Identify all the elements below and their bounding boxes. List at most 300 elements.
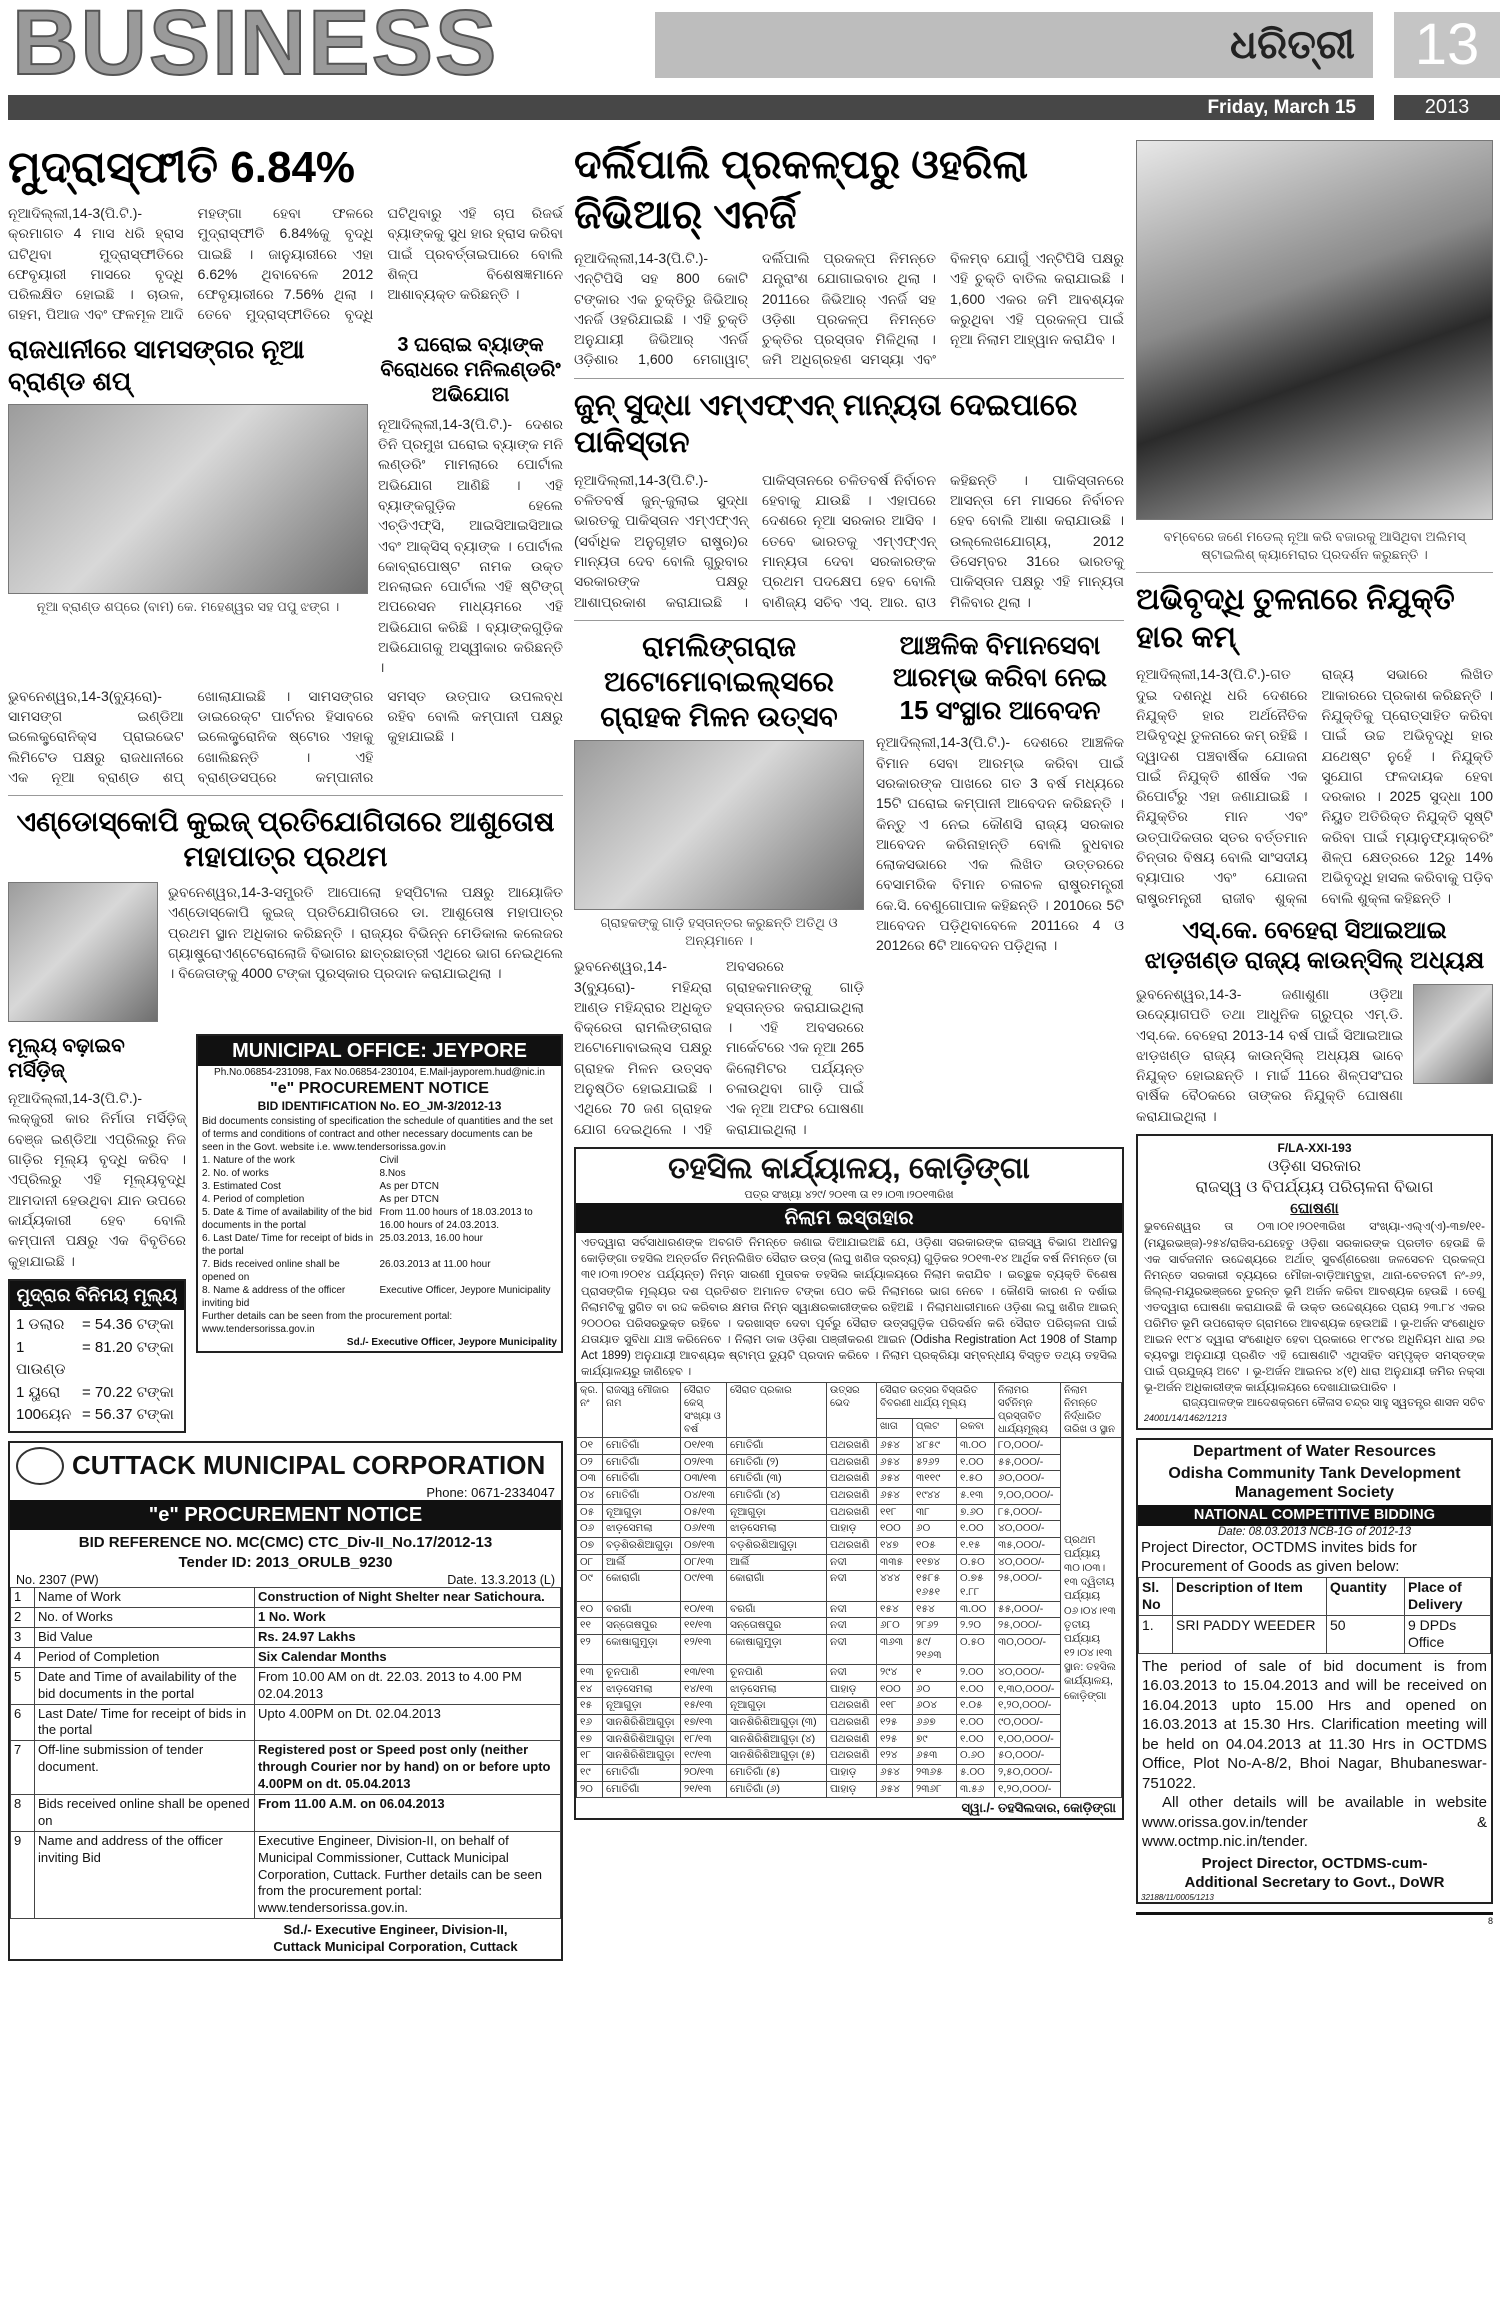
cell: ୨୩୬୮ [913, 1781, 957, 1798]
cell: ସାନଶିରିଶିଆଗୁଡ଼ା [603, 1731, 681, 1748]
exchange-row [16, 1337, 178, 1382]
jeypore-intro: Bid documents consisting of specification the schedule of quantities and the set of terms and conditions of contract and other necessary documents can be seen in the Govt. website i.e. www.tendersorissa.gov.in [202, 1115, 553, 1153]
rate: = 56.37 ଟଙ୍କା [82, 1406, 174, 1424]
newspaper-logo: ଧରିତ୍ରୀ [1230, 23, 1355, 67]
right-column [1136, 140, 1493, 1934]
cell: ୦.୫୦ [957, 1634, 995, 1664]
tehsil-letter-no: ପତ୍ର ସଂଖ୍ୟା ୪୨୯/ ୨୦୧୩ ତା ୧୨।୦୩।୨୦୧୩ରିଖ [744, 1188, 954, 1201]
cell: ୧.୧୫ [957, 1537, 995, 1554]
cuttack-sign-line2: Cuttack Municipal Corporation, Cuttack [273, 1939, 518, 1955]
land-gov: ଓଡ଼ିଶା ସରକାର [1267, 1157, 1362, 1175]
item-no: 3 [11, 1627, 35, 1647]
item-value: Rs. 24.97 Lakhs [255, 1627, 561, 1647]
currency: 1 ଡଲାର [16, 1316, 65, 1334]
cell: ୦୬/୧୩ [681, 1521, 727, 1538]
cell: ବଡ଼ଶିରଶିଆଗୁଡ଼ା [603, 1537, 681, 1554]
cell: ମୋତିଗାଁ (୬) [727, 1781, 827, 1798]
cell: ୯୦,୦୦୦/- [995, 1715, 1061, 1732]
water-website: All other details will be available in website www.orissa.gov.in/tender & www.octmp.nic.in/tender. [1142, 1794, 1487, 1851]
table-row [1139, 1615, 1491, 1653]
water-society: Odisha Community Tank Development Management Society [1168, 1464, 1461, 1501]
jeypore-contact: Ph.No.06854-231098, Fax No.06854-230104, E.Mail-jayporem.hud@nic.in [214, 1067, 545, 1079]
cell: ନୂଆଗୁଡ଼ା [727, 1504, 827, 1521]
column-header: Sl. No [1139, 1577, 1173, 1615]
cell: ସାନଶିରିଶିଆଗୁଡ଼ା (୪) [727, 1731, 827, 1748]
item-label: Last Date/ Time for receipt of bids in the portal [35, 1704, 255, 1741]
cell: ୩୬୩ [877, 1634, 913, 1664]
cell: ୧,୩୦,୦୦୦/- [995, 1681, 1061, 1698]
water-sign-line1: Project Director, OCTDMS-cum- [1201, 1854, 1428, 1872]
item-value: From 10.00 AM on dt. 22.03. 2013 to 4.00 PM 02.04.2013 [255, 1667, 561, 1704]
table-row [11, 1704, 561, 1741]
table-row [577, 1438, 1122, 1455]
samsung-headline: ରାଜଧାନୀରେ ସାମସଙ୍ଗର ନୂଆ ବ୍ରାଣ୍ଡ ଶପ୍ [8, 333, 305, 397]
cell: ୫୫,୦୦୦/- [995, 1454, 1061, 1471]
cell: ୩.୦୦ [957, 1601, 995, 1618]
cell: ୪୪୪ [877, 1571, 913, 1601]
cell: ୩.୫୬ [957, 1781, 995, 1798]
cell: ୦୪/୧୩ [681, 1488, 727, 1505]
cell: ୧୩/୧୩ [681, 1665, 727, 1682]
behera-story [1136, 984, 1493, 1126]
cell: ବରଗାଁ [603, 1601, 681, 1618]
land-body: ଭୁବନେଶ୍ୱର ତା ୦୩।୦୧।୨୦୧୩ରିଖ ସଂଖ୍ୟା-ଏଲ୍‌ଏ(ଏ)-୩୭/୧୧-(ମୟୂରଭଞ୍ଜ)-୨୫୪/ରାଜିସ-ଯେହେତୁ ଓଡ଼ିଶା ସରକାରଙ୍କ ପ୍ରତୀତ ହେଉଛି କି ଏକ ସାର୍ବଜନୀନ ଉଦ୍ଦେଶ୍ୟରେ ଅର୍ଥାତ୍ ସୁବର୍ଣ୍ଣରେଖା ଜଳସେଚନ ପ୍ରକଳ୍ପ ନିମନ୍ତେ ସରକାରୀ ବ୍ୟୟରେ ମୌଜା-ବାଡ଼ିଆମ୍ବୁହା, ଥାନା-ବେତନଟୀ ନଂ-୬୨, ଜିଲ୍ଲା-ମୟୂରଭଞ୍ଜରେ ତୁରନ୍ତ ଭୂମି ଅର୍ଜନ କରିବା ଆବଶ୍ୟକ ହେଉଛି । ତେଣୁ ଏତଦ୍ୱାରା ଘୋଷଣା କରାଯାଉଛି କି ଉକ୍ତ ଉଦ୍ଦେଶ୍ୟରେ ପ୍ରାୟ ୨୩.୮୪ ଏକର ପରିମିତ ଭୂମି ଉପରୋକ୍ତ ଗ୍ରାମରେ ଆବଶ୍ୟକ ହେଉଅଛି । ଭୂ-ଅର୍ଜନ ସଂଶୋଧିତ ଆଇନ ୧୯୮୪ ଦ୍ୱାରା ସଂଶୋଧିତ ହେବା ପ୍ରକାରେ ୧୮୯୪ର ଅଧିନିୟମ ଧାରା ୬ର ବ୍ୟବସ୍ଥା ଅନୁଯାୟୀ ପ୍ରଣିତ ଏହି ଘୋଷଣାଟି ଏଥିସହିତ ସମ୍ପୃକ୍ତ ସମସ୍ତଙ୍କ ପାଇଁ ପ୍ରଯୁଜ୍ୟ ଅଟେ । ଭୂ-ଅର୍ଜନ ଆଇନର ୪(୧) ଧାରା ଅନୁଯାୟୀ ଜମିର ନକ୍ସା ଭୂ-ଅର୍ଜନ ଅଧିକାରୀଙ୍କ କାର୍ଯ୍ୟାଳୟରେ ଦେଖାଯାଇପାରିବ । [1144, 1221, 1485, 1395]
water-resources-notice [1136, 1438, 1493, 1903]
cell: ଆର୍ଲି [603, 1554, 681, 1571]
cell: ୨୦ [577, 1781, 603, 1798]
cell: ୨୦/୧୩ [681, 1764, 727, 1781]
table-row [11, 1647, 561, 1667]
column-header: ସୈରାତ କେସ୍ ସଂଖ୍ୟା ଓ ବର୍ଷ [681, 1383, 727, 1438]
currency: 100ୟେନ [16, 1406, 72, 1424]
cmc-emblem-icon [16, 1447, 64, 1485]
land-dept: ରାଜସ୍ୱ ଓ ବିପର୍ଯ୍ୟୟ ପରିଚାଳନା ବିଭାଗ [1195, 1178, 1434, 1196]
table-row [577, 1618, 1122, 1635]
table-row [11, 1667, 561, 1704]
item-label: 6. Last Date/ Time for receipt of bids in the portal [202, 1232, 374, 1257]
cell: ନଦୀ [827, 1571, 877, 1601]
land-acquisition-notice [1136, 1134, 1493, 1430]
endoscopy-story [8, 882, 563, 1026]
cell: ୦୧ [577, 1438, 603, 1455]
item-label: Bid Value [35, 1627, 255, 1647]
item-value: From 11.00 A.M. on 06.04.2013 [255, 1794, 561, 1831]
cell: ମୋତିଗାଁ (୩) [727, 1471, 827, 1488]
cuttack-notice [8, 1441, 563, 1961]
jobs-body: ନୂଆଦିଲ୍ଲୀ,14-3(ପି.ଟି.)-ଗତ ଦୁଇ ଦଶନ୍ଧି ଧରି ଦେଶରେ ନିଯୁକ୍ତି ହାର ଅର୍ଥନୈତିକ ଅଭିବୃଦ୍ଧି ତୁଳନାରେ କମ୍ ରହିଛି । ଦ୍ୱାଦଶ ପଞ୍ଚବାର୍ଷିକ ଯୋଜନା ପାଇଁ ନିଯୁକ୍ତି ଶୀର୍ଷକ ଏକ ରିପୋର୍ଟରୁ ଏହା ଜଣାଯାଇଛି । ନିଯୁକ୍ତିର ମାନ ଏବଂ ଉତ୍ପାଦିକତାର ସ୍ତର ବର୍ତ୍ତମାନ ଚିନ୍ତାର ବିଷୟ ବୋଲି ସାଂସଦୀୟ ବ୍ୟାପାର ଏବଂ ଯୋଜନା ରାଷ୍ଟ୍ରମନ୍ତ୍ରୀ ରାଜୀବ ଶୁକ୍ଳା ରାଜ୍ୟ ସଭାରେ ଲିଖିତ ଆକାରରେ ପ୍ରକାଶ କରିଛନ୍ତି । ନିଯୁକ୍ତିକୁ ପ୍ରୋତ୍ସାହିତ କରିବା ପାଇଁ ଉଚ୍ଚ ଅଭିବୃଦ୍ଧି ହାର ଯଥେଷ୍ଟ ନୁହେଁ । ନିଯୁକ୍ତି ସୁଯୋଗ ଫଳଦାୟକ ହେବା ଦରକାର । 2025 ସୁଦ୍ଧା 100 ନିୟୁତ ଅତିରିକ୍ତ ନିଯୁକ୍ତି ସୃଷ୍ଟି କରିବା ପାଇଁ ମ୍ୟାନୁଫ୍ୟାକ୍ଚରିଂ ଶିଳ୍ପ କ୍ଷେତ୍ରରେ 12ରୁ 14% ଅଭିବୃଦ୍ଧି ହାସଲ କରିବାକୁ ପଡ଼ିବ ବୋଲି ଶୁକ୍ଳା କହିଛନ୍ତି । [1136, 666, 1493, 906]
cell: ପଥରଖଣି [827, 1537, 877, 1554]
cell: ୧୦୦ [877, 1521, 913, 1538]
column-header: କ୍ର.ନଂ [577, 1383, 603, 1438]
endoscopy-headline: ଏଣ୍ଡୋସ୍କୋପି କୁଇଜ୍ ପ୍ରତିଯୋଗିତାରେ ଆଶୁତୋଷ ମହାପାତ୍ର ପ୍ରଥମ [16, 806, 555, 873]
cell: ପଥରଖଣି [827, 1748, 877, 1765]
cell: ୨୯୪ [877, 1665, 913, 1682]
footer-mark: 8 [1136, 1912, 1493, 1926]
cell: ୩୮ [913, 1504, 957, 1521]
cell: ୧୮/୧୩ [681, 1731, 727, 1748]
cell: ୧.୦୦ [957, 1521, 995, 1538]
exchange-row [16, 1404, 178, 1427]
item-label: 1. Nature of the work [202, 1154, 295, 1166]
table-header-row [1139, 1577, 1491, 1615]
cell: ୦୩ [577, 1471, 603, 1488]
item-value: Executive Engineer, Division-II, on behalf of Municipal Commissioner, Cuttack Municipal Corporation, Cuttack. Further details can be seen from the procurement portal: www.tendersorissa.gov.in. [255, 1831, 561, 1918]
cell: ସାନଶିରିଶିଆଗୁଡ଼ା (୫) [727, 1748, 827, 1765]
section-title: BUSINESS [12, 0, 499, 94]
cell: ୧୨୪ [877, 1748, 913, 1765]
column-header: Place of Delivery [1405, 1577, 1491, 1615]
cell: ୧୦୦ [877, 1681, 913, 1698]
cell: ନୂଆଗୁଡ଼ା [727, 1698, 827, 1715]
cell: ୧୫ [577, 1698, 603, 1715]
cell: ଚୂନପାଣି [727, 1665, 827, 1682]
cell: ୦୫/୧୩ [681, 1504, 727, 1521]
column-header: Quantity [1327, 1577, 1405, 1615]
table-header-row [577, 1383, 1122, 1418]
cell: ୫.୧୩ [957, 1488, 995, 1505]
bank-body: ନୂଆଦିଲ୍ଲୀ,14-3(ପି.ଟି.)- ଦେଶର ତିନି ପ୍ରମୁଖ ଘରୋଇ ବ୍ୟାଙ୍କ ମନି ଲଣ୍ଡରିଂ ମାମଲାରେ ପୋର୍ଟାଲ ଅଭିଯୋଗ ଆଣିଛି । ଏହି ବ୍ୟାଙ୍କଗୁଡ଼ିକ ହେଲେ ଏଚ୍‌ଡିଏଫ୍‌ସି, ଆଇସିଆଇସିଆଇ ଏବଂ ଆକ୍ସିସ୍ ବ୍ୟାଙ୍କ । ପୋର୍ଟାଲ କୋବ୍ରାପୋଷ୍ଟ ନାମକ ଉକ୍ତ ଅନଲାଇନ ପୋର୍ଟାଲ ଏହି ଷ୍ଟିଙ୍ଗ୍ ଅପରେସନ ମାଧ୍ୟମରେ ଏହି ଅଭିଯୋଗ କରିଛି । ବ୍ୟାଙ୍କଗୁଡ଼ିକ ଅଭିଯୋଗକୁ ଅସ୍ୱୀକାର କରିଛନ୍ତି । [378, 415, 563, 676]
water-period: The period of sale of bid document is from 16.03.2013 to 15.04.2013 and will be received on 16.04.2013 upto 15.00 Hrs and opened on 16.03.2013 at 15.30 Hrs. Clarification meeting will be held on 04.04.2013 at 11.30 Hrs in OCTDMS Office, Plot No-A-8/2, Bhoi Nagar, Bhubaneswar-751022. [1142, 1657, 1487, 1792]
table-row [577, 1764, 1122, 1781]
left-column [8, 140, 563, 1969]
tehsil-banner: ନିଲାମ ଇସ୍ତାହାର [576, 1203, 1122, 1233]
cell: ୩୩୫ [877, 1554, 913, 1571]
cell: ନଦୀ [827, 1665, 877, 1682]
table-row [577, 1521, 1122, 1538]
jeypore-item [202, 1180, 557, 1193]
cell: ୧୯୪୪ [913, 1488, 957, 1505]
cell: ପଥରଖଣି [827, 1504, 877, 1521]
table-row [577, 1681, 1122, 1698]
cell: ୧୨୫ [877, 1731, 913, 1748]
rate: = 70.22 ଟଙ୍କା [82, 1383, 174, 1401]
cell: ୦୯ [577, 1571, 603, 1601]
cell: ୦୨ [577, 1454, 603, 1471]
table-row [11, 1588, 561, 1608]
cell: ୪୦,୦୦୦/- [995, 1665, 1061, 1682]
jeypore-item [202, 1206, 557, 1232]
cell: ମୋତିଗାଁ (୫) [727, 1764, 827, 1781]
table-row [577, 1748, 1122, 1765]
item-label: Bids received online shall be opened on [35, 1794, 255, 1831]
pakistan-headline: ଜୁନ୍ ସୁଦ୍ଧା ଏମ୍‌ଏଫ୍‌ଏନ୍ ମାନ୍ୟତା ଦେଇପାରେ ପାକିସ୍ତାନ [574, 388, 1078, 460]
jeypore-item [202, 1232, 557, 1258]
cell: ୦୮ [577, 1554, 603, 1571]
item-label: No. of Works [35, 1608, 255, 1628]
item-value: Executive Officer, Jeypore Municipality [379, 1284, 551, 1296]
table-row [11, 1741, 561, 1795]
cell: 1. [1139, 1615, 1173, 1653]
column-header: ଉତ୍ସର ଭେଦ [827, 1383, 877, 1438]
bank-headline: 3 ଘରୋଇ ବ୍ୟାଙ୍କ ବିରୋଧରେ ମନିଲଣ୍ଡରିଂ ଅଭିଯୋଗ [380, 333, 561, 406]
behera-headline: ଏସ୍.କେ. ବେହେରା ସିଆଇଆଇ ଝାଡ଼ଖଣ୍ଡ ରାଜ୍ୟ କାଉନ୍‌ସିଲ୍ ଅଧ୍ୟକ୍ଷ [1144, 916, 1485, 974]
table-row [577, 1488, 1122, 1505]
cell: ପଥରଖଣି [827, 1715, 877, 1732]
cell: ୫୦,୦୦୦/- [995, 1748, 1061, 1765]
cell: କୋରାଗାଁ [603, 1571, 681, 1601]
item-label: Period of Completion [35, 1647, 255, 1667]
column-subheader: ପ୍ଲଟ [913, 1418, 957, 1438]
cell: କୋଷାଗୁମୁଡ଼ା [603, 1634, 681, 1664]
item-label: 8. Name & address of the officer inviting bid [202, 1284, 346, 1309]
ramalinga-headline: ରାମଲିଙ୍ଗରାଜ ଅଟୋମୋବାଇଲ୍ସରେ ଗ୍ରାହକ ମିଳନ ଉତ୍ସବ [600, 630, 838, 732]
behera-photo [1413, 984, 1493, 1084]
airline-body: ନୂଆଦିଲ୍ଲୀ,14-3(ପି.ଟି.)- ଦେଶରେ ଆଞ୍ଚଳିକ ବିମାନ ସେବା ଆରମ୍ଭ କରିବା ପାଇଁ ସରକାରଙ୍କ ପାଖରେ ଗତ 3 ବର୍ଷ ମଧ୍ୟରେ 15ଟି ଘରୋଇ କମ୍ପାନୀ ଆବେଦନ କରିଛନ୍ତି । କିନ୍ତୁ ଏ ନେଇ କୌଣସି ରାଜ୍ୟ ସରକାର ଆବେଦନ କରିନାହାନ୍ତି ବୋଲି ବୁଧବାର ଲୋକସଭାରେ ଏକ ଲିଖିତ ଉତ୍ତରରେ ବେସାମରିକ ବିମାନ ଚଳାଚଳ ରାଷ୍ଟ୍ରମନ୍ତ୍ରୀ କେ.ସି. ବେଣୁଗୋପାଳ କହିଛନ୍ତି । 2010ରେ 5ଟି ଆବେଦନ ପଡ଼ିଥିବାବେଳେ 2011ରେ 4 ଓ 2012ରେ 6ଟି ଆବେଦନ ପଡ଼ିଥିଲା । [876, 734, 1124, 954]
jeypore-item [202, 1258, 557, 1284]
cell: ୬୫୪ [877, 1781, 913, 1798]
cell: ୧୨୫ [877, 1715, 913, 1732]
cell: ୧୩ [577, 1665, 603, 1682]
samsung-store-photo [8, 404, 368, 594]
inflation-body: ନୂଆଦିଲ୍ଲୀ,14-3(ପି.ଟି.)- କ୍ରମାଗତ 4 ମାସ ଧରି ହ୍ରାସ ଘଟିଥିବା ମୁଦ୍ରାସ୍ଫୀତିରେ ଫେବୃୟାରୀ ମାସରେ ବୃଦ୍ଧି ପରିଲକ୍ଷିତ ହୋଇଛି । ଚାଉଳ, ଗହମ, ପିଆଜ ଏବଂ ଫଳମୂଳ ଆଦି ମହଙ୍ଗା ହେବା ଫଳରେ ମୁଦ୍ରାସ୍ଫୀତି 6.84%କୁ ବୃଦ୍ଧି ପାଇଛି । ଜାନୁୟାରୀରେ ଏହା 6.62% ଥିବାବେଳେ 2012 ଫେବୃୟାରୀରେ 7.56% ଥିଲା । ତେବେ ମୁଦ୍ରାସ୍ଫୀତିରେ ବୃଦ୍ଧି ଘଟିଥିବାରୁ ଏହି ଚାପ ରିଜର୍ଭ ବ୍ୟାଙ୍କକୁ ସୁଧ ହାର ହ୍ରାସ କରିବା ପାଇଁ ପ୍ରବର୍ତ୍ତାଇପାରେ ବୋଲି ଶିଳ୍ପ ବିଶେଷଜ୍ଞମାନେ ଆଶାବ୍ୟକ୍ତ କରିଛନ୍ତି । [8, 205, 563, 323]
table-row [577, 1731, 1122, 1748]
cell: ସାନଶିରିଶିଆଗୁଡ଼ା (୩) [727, 1715, 827, 1732]
cell: ୪୮୫୯ [913, 1438, 957, 1455]
cell: ଚୂନପାଣି [603, 1665, 681, 1682]
cell: ୨.୦୦ [957, 1665, 995, 1682]
cell: ପଥରଖଣି [827, 1698, 877, 1715]
cell: ୬୬୭ [913, 1715, 957, 1732]
land-code: 24001/14/1462/1213 [1144, 1412, 1227, 1423]
cell: ସନ୍ତୋଷପୁର [727, 1618, 827, 1635]
cell: ନୂଆଗୁଡ଼ା [603, 1504, 681, 1521]
cell: ୧.୦୦ [957, 1715, 995, 1732]
issue-year: 2013 [1394, 95, 1500, 120]
item-label: 4. Period of completion [202, 1193, 305, 1205]
cell: ମୋତିଗାଁ [603, 1764, 681, 1781]
cell: ୨୫,୦୦୦/- [995, 1571, 1061, 1601]
cell: ୧.୦୦ [957, 1454, 995, 1471]
water-code: 32188/11/0005/1213 [1141, 1892, 1214, 1902]
cell: ୪୦,୦୦୦/- [995, 1554, 1061, 1571]
cell: ୨୧/୧୩ [681, 1781, 727, 1798]
table-row [577, 1781, 1122, 1798]
cell: ୧,୨୦,୦୦୦/- [995, 1698, 1061, 1715]
cell: ଆର୍ଲି [727, 1554, 827, 1571]
cell: ନଦୀ [827, 1634, 877, 1664]
cell: ୦୮/୧୩ [681, 1554, 727, 1571]
cell: ୬୫୪ [877, 1454, 913, 1471]
item-no: 8 [11, 1794, 35, 1831]
cell: ୬୦ [913, 1521, 957, 1538]
cell: ୮୫,୦୦୦/- [995, 1504, 1061, 1521]
cell: ପାହାଡ଼ [827, 1764, 877, 1781]
item-value: Upto 4.00PM on Dt. 02.04.2013 [255, 1704, 561, 1741]
cuttack-phone: Phone: 0671-2334047 [426, 1484, 555, 1500]
cell: ପଥରଖଣି [827, 1488, 877, 1505]
table-row [577, 1571, 1122, 1601]
column-header: ସୈରାତ ଉତ୍ସର ବିସ୍ତାରିତ ବିବରଣୀ ଧାର୍ଯ୍ୟ ମୂଲ୍ୟ [877, 1383, 995, 1418]
jeypore-item [202, 1167, 557, 1180]
table-row [11, 1627, 561, 1647]
water-banner: NATIONAL COMPETITIVE BIDDING [1138, 1505, 1491, 1526]
hero-caption: ବମ୍ବେରେ ଜଣେ ମଡେଲ୍ ନୂଆ କରି ବଜାରକୁ ଆସିଥିବା ଅଲିମସ୍ ଷ୍ଟାଇଲିଶ୍ କ୍ୟାମେରାର ପ୍ରଦର୍ଶନ କରୁଛନ୍ତି । [1163, 529, 1466, 563]
item-value: As per DTCN [379, 1180, 439, 1192]
cell: ୧୧ [577, 1618, 603, 1635]
cell: ନଦୀ [827, 1618, 877, 1635]
item-value: Civil [379, 1154, 399, 1166]
cell: ପଥରଖଣି [827, 1438, 877, 1455]
cell: ୧୪/୧୩ [681, 1681, 727, 1698]
cell: ୨,୦୦,୦୦୦/- [995, 1488, 1061, 1505]
inflation-headline: ମୁଦ୍ରାସ୍ଫୀତି 6.84% [8, 143, 356, 192]
cell: ୦୭ [577, 1537, 603, 1554]
currency: 1 ପାଉଣ୍ଡ [16, 1338, 66, 1379]
item-value: Six Calendar Months [255, 1647, 561, 1667]
cell: କୋଷାଗୁମୁଡ଼ା [727, 1634, 827, 1664]
column-header: Description of Item [1173, 1577, 1327, 1615]
cuttack-sign-line1: Sd./- Executive Engineer, Division-II, [283, 1922, 508, 1938]
item-label: Date and Time of availability of the bid documents in the portal [35, 1667, 255, 1704]
mercedes-headline: ମୂଲ୍ୟ ବଢ଼ାଇବ ମର୍ସିଡ଼ିଜ୍ [8, 1035, 125, 1083]
cell: ୨.୨୦ [957, 1618, 995, 1635]
cell: ୦୫ [577, 1504, 603, 1521]
cell: ଝାଡ଼ସେମଲା [603, 1521, 681, 1538]
cell: ୧୧୭୪ [913, 1554, 957, 1571]
cell: ୭.୬୦ [957, 1504, 995, 1521]
cell: SRI PADDY WEEDER [1173, 1615, 1327, 1653]
tehsil-title: ତହସିଲ କାର୍ଯ୍ୟାଳୟ, କୋଡ଼ିଙ୍ଗା [668, 1151, 1030, 1185]
cell: ଝାଡ଼ସେମଲା [727, 1521, 827, 1538]
column-header: ରାଜସ୍ୱ ମୌଜାର ନାମ [603, 1383, 681, 1438]
item-label: 2. No. of works [202, 1167, 269, 1179]
cell: ୧୫୪ [877, 1601, 913, 1618]
issue-date: Friday, March 15 [8, 95, 1374, 120]
cell: ୧.୦୦ [957, 1681, 995, 1698]
jeypore-sign: Sd./- Executive Officer, Jeypore Municipality [346, 1336, 557, 1348]
item-value: Registered post or Speed post only (neither through Courier nor by hand) on or before upto 4.00PM on dt. 05.04.2013 [255, 1741, 561, 1795]
cell: ୧୯ [577, 1764, 603, 1781]
cell: ୬୫୪ [877, 1471, 913, 1488]
cell: ୧,୨୦,୦୦୦/- [995, 1781, 1061, 1798]
cell: ୬୦୪ [913, 1698, 957, 1715]
cell: ୬୦,୦୦୦/- [995, 1471, 1061, 1488]
table-row [11, 1794, 561, 1831]
exchange-row [16, 1382, 178, 1405]
cell: ପାହାଡ଼ [827, 1681, 877, 1698]
cell: ୦୧/୧୩ [681, 1438, 727, 1455]
cell: ୪୦,୦୦୦/- [995, 1521, 1061, 1538]
samsung-body: ଭୁବନେଶ୍ୱର,14-3(ବ୍ୟୁରୋ)- ସାମସଙ୍ଗ ଇଣ୍ଡିଆ ଇଲେକ୍ଟ୍ରୋନିକ୍ସ ପ୍ରାଇଭେଟ ଲିମିଟେଡ ପକ୍ଷରୁ ରାଜଧାନୀରେ ଏକ ନୂଆ ବ୍ରାଣ୍ଡ ଶପ୍ ଖୋଲାଯାଇଛି । ସାମସଙ୍ଗର ଡାଇରେକ୍ଟ ପାର୍ଟନର ହିସାବରେ ଇଲେକ୍ଟ୍ରୋନିକ ଷ୍ଟୋର ଏହାକୁ ଖୋଲିଛନ୍ତି । ଏହି ବ୍ରାଣ୍ଡସପ୍‌ରେ କମ୍ପାନୀର ସମସ୍ତ ଉତ୍ପାଦ ଉପଲବ୍ଧ ରହିବ ବୋଲି କମ୍ପାନୀ ପକ୍ଷରୁ କୁହାଯାଇଛି । [8, 687, 563, 785]
cell: ୧୭/୧୩ [681, 1715, 727, 1732]
cell: ମୋତିଗାଁ (୪) [727, 1488, 827, 1505]
cell: ମୋତିଗାଁ [603, 1488, 681, 1505]
cell: ଝାଡ଼ସେମଲା [603, 1681, 681, 1698]
item-value: As per DTCN [379, 1193, 439, 1205]
cell: ୨,୫୦,୦୦୦/- [995, 1764, 1061, 1781]
cell: ୦୯/୧୩ [681, 1571, 727, 1601]
jeypore-item [202, 1193, 557, 1206]
endoscopy-body: ଭୁବନେଶ୍ୱର,14-3-ସମ୍ପ୍ରତି ଆପୋଲୋ ହସ୍ପିଟାଲ ପକ୍ଷରୁ ଆୟୋଜିତ ଏଣ୍ଡୋସ୍କୋପି କୁଇଜ୍ ପ୍ରତିଯୋଗିତାରେ ଡା. ଆଶୁତୋଷ ମହାପାତ୍ର ପ୍ରଥମ ସ୍ଥାନ ଅଧିକାର କରିଛନ୍ତି । ରାଜ୍ୟର ବିଭିନ୍ନ ମେଡିକାଲ କଲେଜର ଗ୍ୟାଷ୍ଟ୍ରୋଏଣ୍ଟେରୋଲୋଜି ବିଭାଗର ଛାତ୍ରଛାତ୍ରୀ ଏଥିରେ ଭାଗ ନେଇଥିଲେ । ବିଜେତାଙ୍କୁ 4000 ଟଙ୍କା ପୁରସ୍କାର ପ୍ରଦାନ କରାଯାଇଥିଲା । [168, 884, 563, 982]
cell: ୧୮ [577, 1748, 603, 1765]
cell: ୧୭ [577, 1731, 603, 1748]
cell: ୩.୦୦ [957, 1438, 995, 1455]
cell: ୧୪ [577, 1681, 603, 1698]
gvr-body: ନୂଆଦିଲ୍ଲୀ,14-3(ପି.ଟି.)- ଏନ୍‌ଟିପିସି ସହ 800 କୋଟି ଟଙ୍କାର ଏକ ଚୁକ୍ତିରୁ ଜିଭିଆର୍ ଏନର୍ଜି ଓହରିଯାଇଛି । ଏହି ଚୁକ୍ତି ଅନୁଯାୟୀ ଜିଭିଆର୍ ଏନର୍ଜି ଓଡ଼ିଶାର 1,600 ମେଗାୱାଟ୍ ଦର୍ଲିପାଲି ପ୍ରକଳ୍ପ ନିମନ୍ତେ ଯନ୍ତ୍ରାଂଶ ଯୋଗାଇବାର ଥିଲା । 2011ରେ ଜିଭିଆର୍ ଏନର୍ଜି ସହ ଓଡ଼ିଶା ପ୍ରକଳ୍ପ ନିମନ୍ତେ ଚୁକ୍ତିର ପ୍ରସ୍ତାବ ମିଳିଥିଲା । ଜମି ଅଧିଗ୍ରହଣ ସମସ୍ୟା ଏବଂ ବିଳମ୍ବ ଯୋଗୁଁ ଏନ୍‌ଟିପିସି ପକ୍ଷରୁ ଏହି ଚୁକ୍ତି ବାତିଲ କରାଯାଇଛି । 1,600 ଏକର ଜମି ଆବଶ୍ୟକ କରୁଥିବା ଏହି ପ୍ରକଳ୍ପ ପାଇଁ ନୂଆ ନିଲାମ ଆହ୍ୱାନ କରାଯିବ । [574, 250, 1124, 368]
cell: ୦.୬୦ [957, 1748, 995, 1765]
cell: ୦.୭୫ ୧.୮୮ [957, 1571, 995, 1601]
airline-headline: ଆଞ୍ଚଳିକ ବିମାନସେବା ଆରମ୍ଭ କରିବା ନେଇ 15 ସଂସ୍ଥାର ଆବେଦନ [892, 629, 1108, 725]
cell: ୧୦ [577, 1601, 603, 1618]
item-value: 8.Nos [379, 1167, 406, 1179]
table-row [577, 1634, 1122, 1664]
jeypore-notice [196, 1034, 563, 1353]
cell: ନୂଆଗୁଡ଼ା [603, 1698, 681, 1715]
model-camera-photo [1136, 140, 1493, 520]
jeypore-item [202, 1284, 557, 1310]
cell: ୮୦,୦୦୦/- [995, 1438, 1061, 1455]
cell: ୫୯/ ୨୧୬୩ [913, 1634, 957, 1664]
cell: ୧.୦୫ [957, 1698, 995, 1715]
item-value: 1 No. Work [255, 1608, 561, 1628]
cell: ୧୧୮ [877, 1698, 913, 1715]
car-delivery-photo [574, 740, 864, 910]
item-value: Construction of Night Shelter near Satichoura. [255, 1588, 561, 1608]
jeypore-footer: Further details can be seen from the procurement portal: www.tendersorissa.gov.in [202, 1310, 453, 1335]
gvr-headline: ଦର୍ଲିପାଲି ପ୍ରକଳ୍ପରୁ ଓହରିଲା ଜିଭିଆର୍ ଏନର୍ଜି [574, 143, 1029, 237]
cell: ୧.୫୦ [957, 1471, 995, 1488]
tehsil-sign: ସ୍ୱା./- ତହସିଲଦାର, କୋଡ଼ିଙ୍ଗା [961, 1800, 1116, 1816]
cell: ୧୦/୧୩ [681, 1601, 727, 1618]
item-label: 3. Estimated Cost [202, 1180, 281, 1192]
cell: ୬୮୦ [877, 1618, 913, 1635]
exchange-rate-box [8, 1279, 186, 1433]
column-header: ନିଲାମର ସର୍ବନିମ୍ନ ପ୍ରସ୍ତାବିତ ଧାର୍ଯ୍ୟମୂଲ୍ୟ [995, 1383, 1061, 1438]
cell: ୩୦,୦୦୦/- [995, 1634, 1061, 1664]
middle-column [574, 140, 1124, 1828]
cell: ୨୮୬୨ [913, 1618, 957, 1635]
cell: ୫୫,୦୦୦/- [995, 1601, 1061, 1618]
rate: = 54.36 ଟଙ୍କା [82, 1316, 174, 1334]
cell: 9 DPDs Office [1405, 1615, 1491, 1653]
column-header: ସୈରାତ ପ୍ରକାର [727, 1383, 827, 1438]
cell: ୦୩/୧୩ [681, 1471, 727, 1488]
cell: ପଥରଖଣି [827, 1471, 877, 1488]
cell: କୋରାଗାଁ [727, 1571, 827, 1601]
jeypore-item [202, 1154, 557, 1167]
page-number: 13 [1394, 12, 1500, 78]
tehsil-intro: ଏତଦ୍ୱାରା ସର୍ବସାଧାରଣଙ୍କ ଅବଗତି ନିମନ୍ତେ ଜଣାଇ ଦିଆଯାଇଅଛି ଯେ, ଓଡ଼ିଶା ସରକାରଙ୍କ ରାଜସ୍ୱ ବିଭାଗ ଅଧୀନସ୍ଥ କୋଡ଼ିଙ୍ଗା ତହସିଲ ଅନ୍ତର୍ଗତ ନିମ୍ନଲିଖିତ ସୈରାତ ଉତ୍ସ (ଲଘୁ ଖଣିଜ ଦ୍ରବ୍ୟ) ଗୁଡ଼ିକର ୨୦୧୩-୧୪ ଆର୍ଥିକ ବର୍ଷ ନିମନ୍ତେ (ତା ୩୧।୦୩।୨୦୧୪ ପର୍ଯ୍ୟନ୍ତ) ନିମ୍ନ ସାରଣୀ ମୁତାବକ ତହସିଲ କାର୍ଯ୍ୟାଳୟରେ ନିଲାମ କରାଯିବ । ଇଚ୍ଛୁକ ବ୍ୟକ୍ତି ବିଶେଷ ପ୍ରାସଙ୍ଗିକ ମୂଲ୍ୟର ଦଶ ପ୍ରତିଶତ ଅମାନତ ଟଙ୍କା ପେଠ କରି ନିଲାମରେ ଭାଗ ନେବେ । କୌଣସି କାରଣ ନ ଦର୍ଶାଇ ନିଲାମଟିକୁ ସ୍ଥଗିତ ବା ରଦ୍ଦ କରିବାର କ୍ଷମତା ନିମ୍ନ ସ୍ୱାକ୍ଷରକାରୀଙ୍କର ରହିଅଛି । ନିଲାମଧାରୀମାନେ ଓଡ଼ିଶା ଲଘୁ ଖଣିଜ ଆଇନ୍ ୨୦୦୦ର ପରିସରଭୁକ୍ତ ରହିବେ । ଦରଖାସ୍ତ ଦେବା ପୂର୍ବରୁ ସୈରାତ ଉତ୍ସଗୁଡ଼ିକ ପରିଦର୍ଶନ କରି ସୈରାତ ପରିଚାଳନା ପାଇଁ ଯତାୟାତ ସୁବିଧା ଯାଞ୍ଚ କରିନେବେ । ନିଲାମ ଡାକ ଓଡ଼ିଶା ପଞ୍ଜୀକରଣ ଆଇନ (Odisha Registration Act 1908 of Stamp Act 1899) ଅନୁଯାୟୀ ଆବଶ୍ୟକ ଷ୍ଟାମ୍ପ ଡ୍ୟୁଟି ପ୍ରଦାନ କରିବେ । ନିଲାମ ପ୍ରକ୍ରିୟା ସମ୍ବନ୍ଧୀୟ ବିସ୍ତୃତ ତଥ୍ୟ ତହସିଲ କାର୍ଯ୍ୟାଳୟରୁ ଜାଣିହେବ । [581, 1237, 1117, 1379]
cell: ୧ [913, 1665, 957, 1682]
ramalinga-body: ଭୁବନେଶ୍ୱର,14-3(ବ୍ୟୁରୋ)- ମହିନ୍ଦ୍ରା ଆଣ୍ଡ ମହିନ୍ଦ୍ରାର ଅଧିକୃତ ବିକ୍ରେତା ରାମଲିଙ୍ଗରାଜ ଅଟୋମୋବାଇଲ୍ସ ପକ୍ଷରୁ ଗ୍ରାହକ ମିଳନ ଉତ୍ସବ ଅନୁଷ୍ଠିତ ହୋଇଯାଇଛି । ଏଥିରେ 70 ଜଣ ଗ୍ରାହକ ଯୋଗ ଦେଇଥିଲେ । ଏହି ଅବସରରେ ଗ୍ରାହକମାନଙ୍କୁ ଗାଡ଼ି ହସ୍ତାନ୍ତର କରାଯାଇଥିଲା । ଏହି ଅବସରରେ ମାର୍କେଟରେ ଏକ ନୂଆ 265 କିଲୋମିଟର ପର୍ଯ୍ୟନ୍ତ ଚଳାଉଥିବା ଗାଡ଼ି ପାଇଁ ଏକ ନୂଆ ଅଫର ଘୋଷଣା କରାଯାଇଥିଲା । [574, 958, 864, 1137]
land-ref: F/LA-XXI-193 [1277, 1141, 1352, 1156]
cell: ବରଗାଁ [727, 1601, 827, 1618]
cell: ୧୬ [577, 1715, 603, 1732]
cell: ମୋତିଗାଁ [603, 1438, 681, 1455]
cell: ୦୭/୧୩ [681, 1537, 727, 1554]
pakistan-body: ନୂଆଦିଲ୍ଲୀ,14-3(ପି.ଟି.)- ଚଳିତବର୍ଷ ଜୁନ୍-ଜୁଲାଇ ସୁଦ୍ଧା ଭାରତକୁ ପାକିସ୍ତାନ ଏମ୍‌ଏଫ୍‌ଏନ୍ (ସର୍ବାଧିକ ଅନୁଗୃହୀତ ରାଷ୍ଟ୍ର)ର ମାନ୍ୟତା ଦେବ ବୋଲି ଗୁରୁବାର ସରକାରଙ୍କ ପକ୍ଷରୁ ଆଶାପ୍ରକାଶ କରାଯାଇଛି । ପାକିସ୍ତାନରେ ଚଳିତବର୍ଷ ନିର୍ବାଚନ ହେବାକୁ ଯାଉଛି । ଏହାପରେ ଦେଶରେ ନୂଆ ସରକାର ଆସିବ । ତେବେ ଭାରତକୁ ଏମ୍‌ଏଫ୍‌ଏନ୍ ମାନ୍ୟତା ଦେବା ସରକାରଙ୍କ ପ୍ରଥମ ପଦକ୍ଷେପ ହେବ ବୋଲି ବାଣିଜ୍ୟ ସଚିବ ଏସ୍. ଆର. ରାଓ କହିଛନ୍ତି । ପାକିସ୍ତାନରେ ଆସନ୍ତା ମେ ମାସରେ ନିର୍ବାଚନ ହେବ ବୋଲି ଆଶା କରାଯାଉଛି । ଉଲ୍ଲେଖଯୋଗ୍ୟ, 2012 ଡିସେମ୍ବର 31ରେ ଭାରତକୁ ପାକିସ୍ତାନ ପକ୍ଷରୁ ଏହି ମାନ୍ୟତା ମିଳିବାର ଥିଲା । [574, 471, 1124, 610]
ramalinga-caption: ଗ୍ରାହକଙ୍କୁ ଗାଡ଼ି ହସ୍ତାନ୍ତର କରୁଛନ୍ତି ଅତିଥି ଓ ଅନ୍ୟମାନେ । [600, 914, 838, 949]
water-dept: Department of Water Resources [1192, 1443, 1437, 1461]
cuttack-notice-title: "e" PROCUREMENT NOTICE [10, 1500, 561, 1530]
water-sign-line2: Additional Secretary to Govt., DoWR [1184, 1874, 1445, 1892]
ashutosh-photo [8, 882, 158, 1022]
column-header: ନିଲାମ ନିମନ୍ତେ ନିର୍ଦ୍ଧାରିତ ତାରିଖ ଓ ସ୍ଥାନ [1061, 1383, 1122, 1438]
cell: ୧୦୫ [913, 1537, 957, 1554]
land-title: ଘୋଷଣା [1290, 1200, 1339, 1218]
cell: ୧.୦୦ [957, 1731, 995, 1748]
cell: ପଥରଖଣି [827, 1731, 877, 1748]
item-no: 6 [11, 1704, 35, 1741]
jeypore-notice-title: "e" PROCUREMENT NOTICE [270, 1080, 489, 1098]
item-value: From 11.00 hours of 18.03.2013 to 16.00 hours of 24.03.2013. [379, 1206, 533, 1231]
cuttack-bid-ref: BID REFERENCE NO. MC(CMC) CTC_Div-II_No.17/2012-13 [78, 1533, 493, 1551]
cell: ୦୪ [577, 1488, 603, 1505]
item-no: 7 [11, 1741, 35, 1795]
item-label: Name of Work [35, 1588, 255, 1608]
cell: ସାନଶିରିଶିଆଗୁଡ଼ା [603, 1715, 681, 1732]
land-sign: ରାଜ୍ୟପାଳଙ୍କ ଆଦେଶକ୍ରମେ କୈଳାସ ଚନ୍ଦ୍ର ସାହୁ ସ୍ୱତନ୍ତ୍ର ଶାସନ ସଚିବ [1182, 1397, 1485, 1410]
